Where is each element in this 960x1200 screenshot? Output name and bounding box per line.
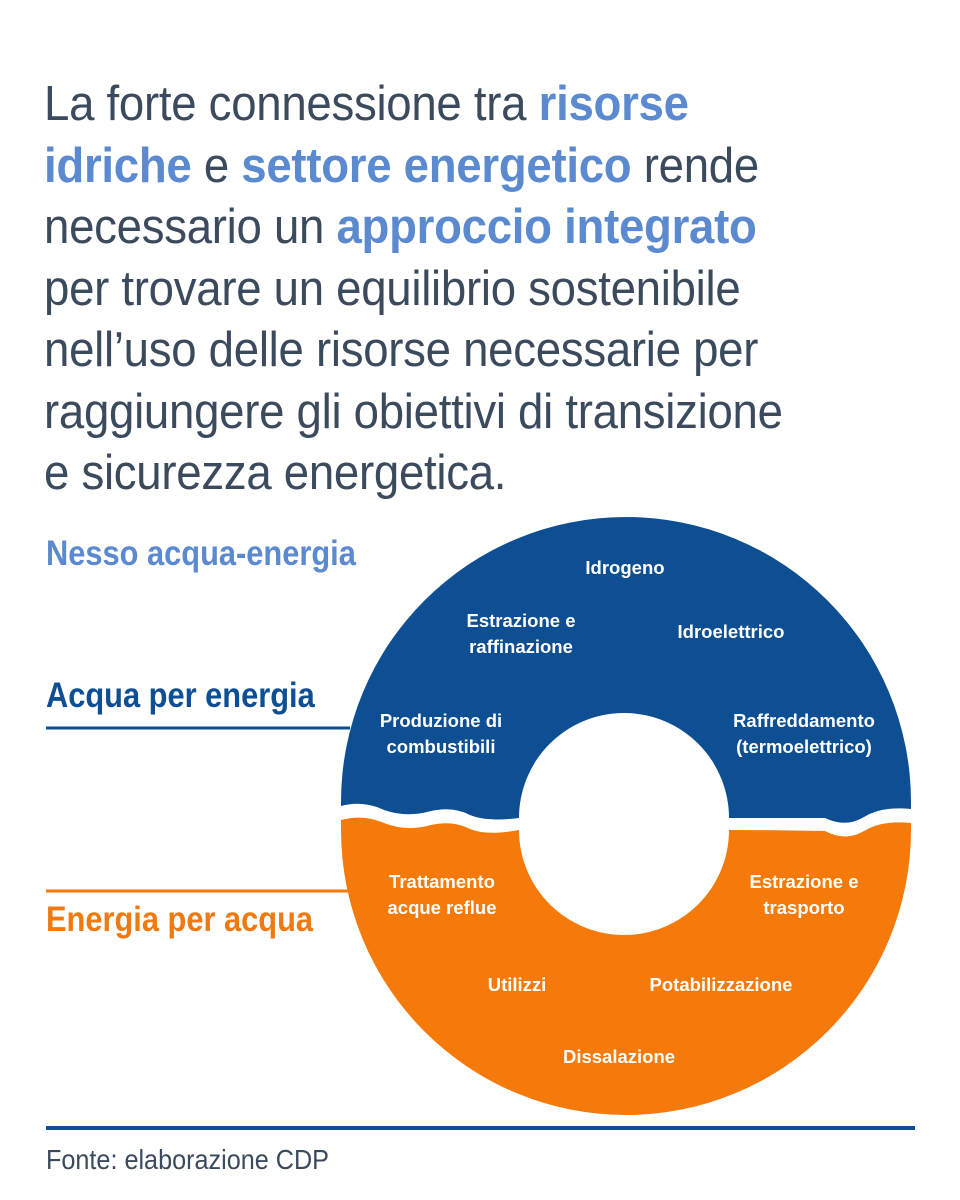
water-for-energy-item-line: Idroelettrico [677, 621, 785, 642]
water-for-energy-item-line: Produzione di [379, 710, 503, 731]
headline-text: e [191, 138, 242, 193]
energy-for-water-item-line: Dissalazione [562, 1046, 676, 1067]
headline-highlight: risorse [538, 77, 689, 131]
energy-for-water-item-line: Trattamento [389, 871, 495, 892]
headline-text: e sicurezza energetica. [44, 446, 507, 500]
water-for-energy-label: Acqua per energia [46, 676, 315, 715]
source-note: Fonte: elaborazione CDP [46, 1144, 329, 1175]
water-for-energy-item-line: Raffreddamento [733, 710, 875, 731]
energy-for-water-item-line: Estrazione e [749, 871, 859, 892]
headline-text: raggiungere gli obiettivi di transizione [44, 384, 783, 439]
energy-for-water-segment [341, 818, 911, 1115]
headline-text: rende [631, 138, 759, 193]
energy-for-water-label: Energia per acqua [46, 900, 314, 939]
water-for-energy-item-line: raffinazione [469, 636, 573, 657]
footer-divider [46, 1126, 915, 1130]
headline-highlight: settore energetico [241, 138, 632, 193]
headline-highlight: approccio integrato [336, 200, 757, 254]
headline-text: nell’uso delle risorse necessarie per [44, 323, 759, 377]
energy-for-water-item-line: trasporto [763, 897, 845, 918]
energy-for-water-item-line: Utilizzi [487, 974, 547, 995]
headline-highlight: idriche [44, 138, 192, 193]
energy-for-water-item [650, 974, 793, 995]
water-for-energy-item-line: combustibili [386, 736, 496, 757]
water-for-energy-item [585, 557, 664, 578]
energy-for-water-item-line: Potabilizzazione [649, 974, 793, 995]
energy-for-water-item [488, 974, 547, 995]
water-for-energy-item-line: (termoelettrico) [736, 736, 872, 757]
headline-text: La forte connessione tra [44, 77, 539, 131]
diagram-title: Nesso acqua-energia [46, 534, 356, 573]
headline-text: per trovare un equilibrio sostenibile [44, 261, 741, 316]
water-for-energy-item [678, 621, 785, 642]
energy-for-water-item [563, 1046, 675, 1067]
water-for-energy-item-line: Estrazione e [466, 610, 576, 631]
energy-for-water-item-line: acque reflue [387, 897, 497, 918]
headline-text: necessario un [44, 200, 337, 254]
water-for-energy-item-line: Idrogeno [585, 557, 665, 578]
